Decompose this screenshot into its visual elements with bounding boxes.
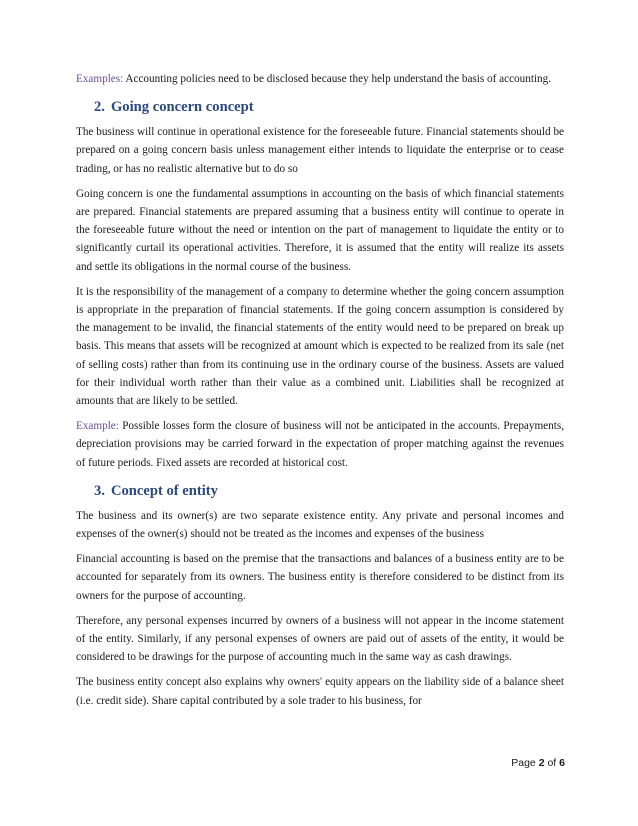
section-heading-entity [76,481,564,501]
body-paragraph: Therefore, any personal expenses incurred by owners of a business will not appear in the income statement of the entity. Similarly, if any personal expenses of owners are paid out of assets of the entity, it would be considered to be drawings for the purpose of accounting much in the same way as cash drawings. [76,614,564,664]
current-page-number: 2 [538,757,545,769]
body-paragraph: The business and its owner(s) are two separate existence entity. Any private and personal incomes and expenses of the owner(s) should not be treated as the incomes and expenses of the business [76,509,564,541]
section-heading-going-concern [76,97,564,117]
body-paragraph: It is the responsibility of the management of a company to determine whether the going concern assumption is appropriate in the preparation of financial statements. If the going concern assumption is considered by the management to be invalid, the financial statements of the entity would need to be prepared on break up basis. This means that assets will be recognized at amount which is expected to be realized from its sale (net of selling costs) rather than from its continuing use in the ordinary course of the business. Assets are valued for their individual worth rather than their value as a combined unit. Liabilities shall be recognized at amounts that are likely to be settled. [76,285,564,408]
body-paragraph: Financial accounting is based on the premise that the transactions and balances of a business entity are to be accounted for separately from its owners. The business entity is therefore considered to be distinct from its owners for the purpose of accounting. [76,553,564,602]
page-word: Page [511,757,536,769]
example-paragraph [76,417,564,472]
intro-text: Accounting policies need to be disclosed because they help understand the basis of accounting. [123,73,552,85]
of-word: of [547,757,557,769]
section-number: 3. [94,482,105,499]
intro-paragraph [76,70,564,88]
section-number: 2. [94,99,105,116]
examples-label: Examples: [76,73,124,85]
example-label: Example: [76,420,119,433]
section-title: Concept of entity [110,482,218,499]
body-paragraph: The business entity concept also explains why owners' equity appears on the liability side of a balance sheet (i.e. credit side). Share capital contributed by a sole trader to his business, for [76,676,564,707]
body-paragraph: The business will continue in operational existence for the foreseeable future. Financial statements should be prepared on a going concern basis unless management either intends to liquidate the enterprise or to cease trading, or has no realistic alternative but to do so [76,126,564,175]
example-text: Possible losses form the closure of business will not be anticipated in the accounts. Prepayments, depreciation provisions may be carried forward in the expectation of proper matching against the revenues of future periods. Fixed assets are recorded at historical cost. [76,420,564,469]
page-footer [0,757,565,769]
document-page [76,70,564,710]
section-title: Going concern concept [110,99,254,116]
total-page-number: 6 [559,757,565,769]
body-paragraph: Going concern is one the fundamental assumptions in accounting on the basis of which financial statements are prepared. Financial statements are prepared assuming that a business entity will continue to operate in the foreseeable future without the need or intention on the part of management to liquidate the entity or to significantly curtail its operational activities. Therefore, it is assumed that the entity will realize its assets and settle its obligations in the normal course of the business. [76,187,564,273]
